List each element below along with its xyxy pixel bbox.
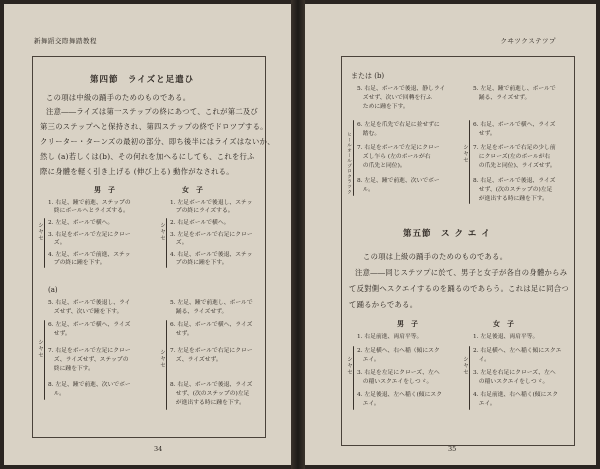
- step-line: 6. 左足を爪先で右足に並せずに: [357, 122, 440, 128]
- step-line: の爪先と同位)。: [357, 163, 406, 169]
- column-header-female: 女 子: [493, 319, 514, 328]
- step-line: ル。: [357, 187, 374, 193]
- step-line: 7. 左足をボールで右足の少し前: [473, 145, 556, 151]
- step-line: イ。: [473, 357, 490, 363]
- step-line: 8. 右足、ボールで後退、ライズ: [473, 178, 556, 184]
- step-line: 5. 左足、踵で前進し、ボールで: [473, 86, 556, 92]
- chasse-label: シヤセ: [346, 356, 352, 376]
- note-line: 際に身體を軽く引き上げる (伸び上る) 動作がなされる。: [40, 167, 234, 176]
- page-number: 34: [154, 445, 163, 453]
- step-line: プの終にライズする。: [170, 208, 234, 214]
- step-line: エイ。: [357, 401, 380, 407]
- step-line: の稲いスクエイをしつゞ。: [473, 379, 549, 385]
- step-line: 3. 左足をボールで右足にクロー: [170, 232, 253, 238]
- chasse-label: シヤセ: [462, 144, 468, 164]
- step-line: 踊る、ライズせず。: [473, 95, 531, 101]
- text-frame: [341, 56, 575, 446]
- step-line: 4. 左足後退、左へ稲く(傾にスク: [357, 392, 442, 398]
- step-line: が進出する時に踵を下す。: [170, 400, 245, 406]
- step-line: プの終に踵を下す。: [170, 260, 228, 266]
- step-line: ズせず、次いで回轉を行ふ: [357, 95, 432, 101]
- book-gutter: [291, 0, 305, 469]
- note-line: 注意――ライズは第一ステップの終にあつて、これが第二及び: [46, 107, 259, 116]
- step-line: 5. 右足、ボールで後退、静しライ: [357, 86, 446, 92]
- step-line: せず。: [48, 331, 71, 337]
- section-title: 第四節 ライズと足遣ひ: [90, 75, 195, 85]
- step-line: ズ、ライズせず、ステップの: [48, 357, 129, 363]
- step-line: ズし乍ら (左のボールが右: [357, 154, 431, 160]
- step-line: 7. 左足をボールで右足にクロー: [170, 348, 253, 354]
- left-page: [4, 4, 291, 465]
- step-line: 6. 左足、ボールで横へ、ライズ: [48, 322, 131, 328]
- brace: [469, 346, 470, 410]
- step-line: にクローズ(左のボールが右: [473, 154, 551, 160]
- step-line: エイ。: [473, 401, 496, 407]
- brace: [44, 320, 45, 400]
- step-line: 1. 左足ボールで後退し、ステッ: [170, 200, 253, 206]
- column-header-female: 女 子: [182, 185, 203, 194]
- step-line: 2. 左足、ボールで横へ。: [48, 220, 114, 226]
- step-line: 2. 左足横へ、右へ稲（傾にスク: [357, 348, 440, 354]
- brace: [353, 346, 354, 410]
- right-page: [305, 4, 596, 465]
- chasse-label: シヤセ: [159, 222, 165, 242]
- brace: [166, 320, 167, 410]
- intro-text: この項は上級の踊手のためのものである。: [363, 252, 508, 261]
- variant-label: (a): [48, 286, 58, 294]
- step-line: 踏む。: [357, 131, 381, 137]
- step-line: 8. 左足、踵で前進、次いでボー: [357, 178, 440, 184]
- step-line: 4. 左足、ボールで前進、ステッ: [48, 252, 131, 258]
- step-line: 踊る、ライズせず。: [170, 309, 228, 315]
- note-line: クリーター・ターンズの最初の部分、即ち後半にはライズはないか、: [40, 137, 275, 146]
- step-line: せず。: [170, 331, 193, 337]
- page-number: 35: [448, 445, 457, 453]
- step-line: ズ、ライズせず。: [170, 357, 222, 363]
- brace: [166, 218, 167, 268]
- step-line: 終に踵を下す。: [48, 366, 94, 372]
- step-line: 3. 左足を右足にクローズ、左へ: [473, 370, 556, 376]
- step-line: 5. 左足、踵で前進し、ボールで: [170, 300, 253, 306]
- chasse-label: シヤセ: [37, 222, 43, 242]
- chasse-label: シヤセ: [37, 339, 43, 359]
- chasse-label: シヤセ: [159, 349, 165, 369]
- step-line: エイ。: [357, 357, 380, 363]
- step-line: プの終に踵を下す。: [48, 260, 106, 266]
- note-line: 然し (a)若しくは(b)、その何れを加へるにしても、これを行ふ: [40, 152, 255, 161]
- note-line: て反對側へスクエイするのを踊るのであらう。これは足に同合つ: [349, 284, 569, 293]
- step-line: ズ。: [170, 240, 188, 246]
- running-head: クヰツクステツプ: [500, 37, 556, 45]
- step-line: 1. 右足前進、両肩平等。: [357, 334, 423, 340]
- step-line: せず、(次のステップの)左足: [170, 391, 250, 397]
- step-line: の稲いスクエイをしつゞ。: [357, 379, 433, 385]
- step-line: せず。: [473, 131, 496, 137]
- step-line: 6. 右足、ボールで横へ、ライズ: [170, 322, 253, 328]
- step-line: 4. 右足、ボールで後退、ステッ: [170, 252, 253, 258]
- step-line: ために踵を下す。: [357, 104, 409, 110]
- heel-pull-label: ヒールオールプロクラツク: [346, 132, 351, 195]
- note-line: て踊るからである。: [349, 300, 418, 309]
- step-line: が進出する時に踵を下す。: [473, 196, 548, 202]
- intro-text: この項は中級の踊手のためのものである。: [46, 93, 191, 102]
- step-line: 7. 右足をボールで左足にクロー: [357, 145, 440, 151]
- brace: [44, 218, 45, 268]
- step-line: ズ。: [48, 240, 66, 246]
- chasse-label: シヤセ: [462, 356, 468, 376]
- variant-label: または (b): [351, 72, 385, 80]
- step-line: 1. 左足後退、両肩平等。: [473, 334, 539, 340]
- step-line: 4. 右足前進、右へ稲く(傾にスク: [473, 392, 558, 398]
- brace: [353, 120, 354, 196]
- step-line: 3. 右足を左足にクローズ、左へ: [357, 370, 440, 376]
- running-head: 新舞蹈交際舞踏教程: [34, 37, 97, 45]
- section-title: 第五節 ス ク エ イ: [403, 229, 491, 239]
- note-line: 注意――同じステツプに於て、男子と女子が各自の身體からみ: [355, 268, 568, 277]
- step-line: 8. 右足、ボールで後退、ライズ: [170, 382, 253, 388]
- step-line: ズせず、次いで踵を下す。: [48, 309, 123, 315]
- step-line: 7. 右足をボールで左足にクロー: [48, 348, 131, 354]
- step-line: 終にボールへとライズする。: [48, 208, 129, 214]
- step-line: 6. 右足、ボールで横へ、ライズ: [473, 122, 556, 128]
- note-line: 第三のステップへと保持され、第四ステップの終でドロツプする。: [40, 122, 268, 131]
- step-line: 3. 右足をボールで左足にクロー: [48, 232, 131, 238]
- step-line: の爪先と同位)、ライズせず。: [473, 163, 556, 169]
- step-line: ル。: [48, 391, 65, 397]
- step-line: 2. 右足横へ、左へ稲く傾にスクエ: [473, 348, 562, 354]
- column-header-male: 男 子: [397, 319, 418, 328]
- step-line: 2. 右足ボールで横へ。: [170, 220, 230, 226]
- column-header-male: 男 子: [94, 185, 115, 194]
- step-line: 5. 右足、ボールで後退し、ライ: [48, 300, 131, 306]
- step-line: せず、(次のステップの)左足: [473, 187, 553, 193]
- brace: [469, 120, 470, 204]
- step-line: 8. 左足、踵で前進、次いでボー: [48, 382, 131, 388]
- step-line: 1. 右足、踵で前進、ステップの: [48, 200, 131, 206]
